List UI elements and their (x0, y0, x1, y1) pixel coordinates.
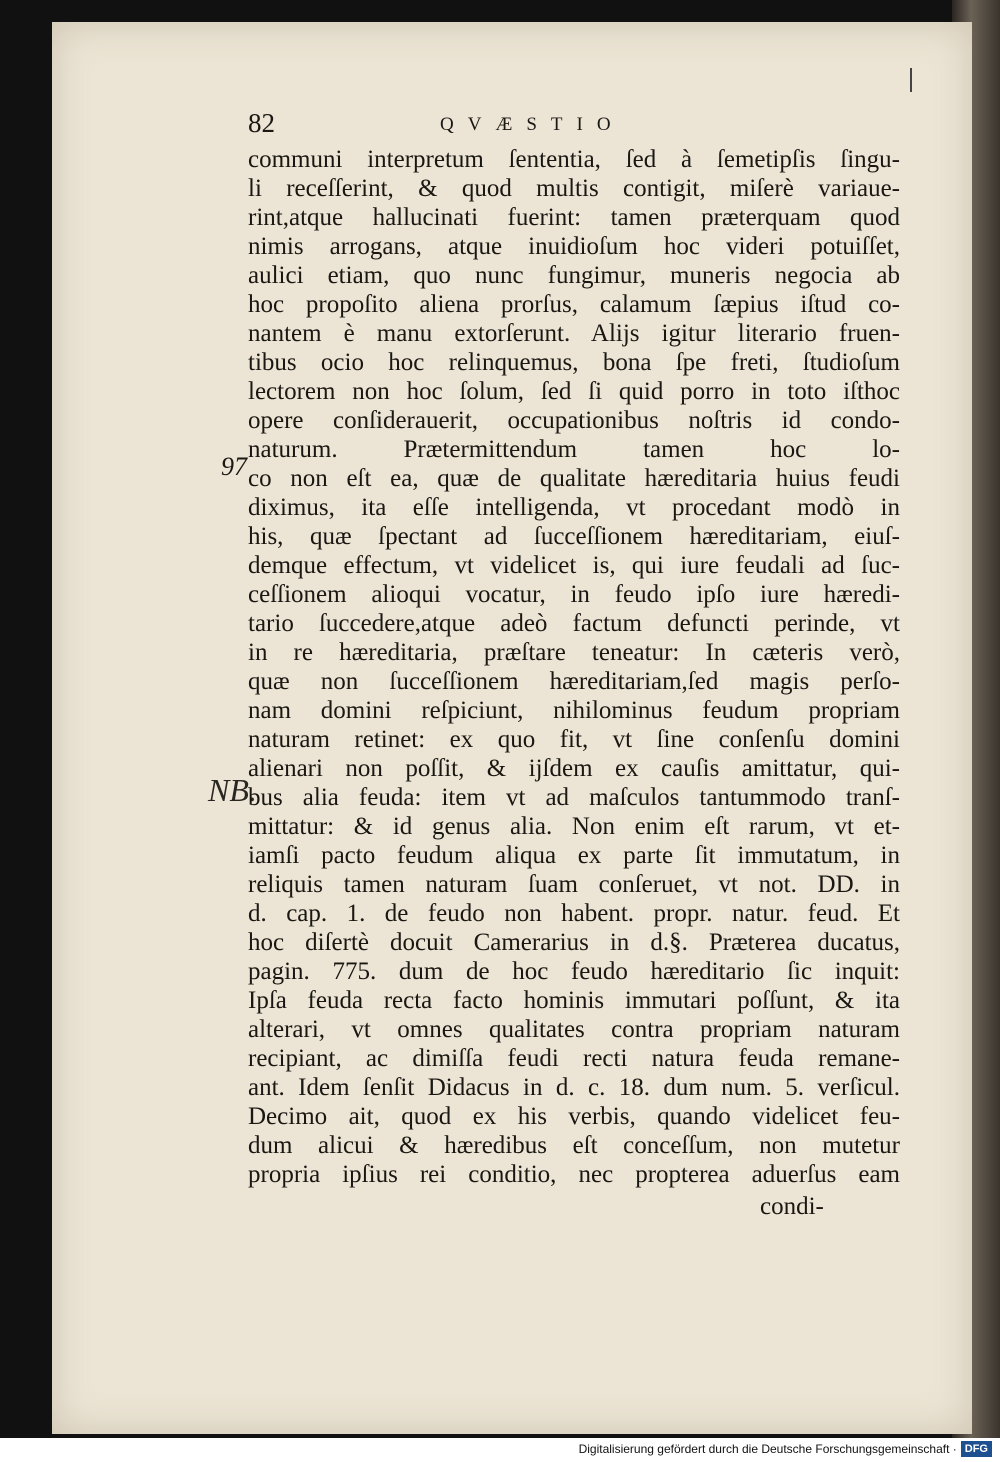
text-line: dum alicui & hæredibus eſt conceſſum, non mutetur (248, 1132, 900, 1159)
text-line: rint,atque hallucinati fuerint: tamen præterquam quod (248, 204, 900, 231)
text-line: iamſi pacto feudum aliqua ex parte ſit immutatum, in (248, 842, 900, 869)
text-line: demque effectum, vt videlicet is, qui iure feudali ad ſuc- (248, 552, 900, 579)
text-line: alterari, vt omnes qualitates contra propriam naturam (248, 1016, 900, 1043)
text-line: opere conſiderauerit, occupationibus noſtris id condo- (248, 407, 900, 434)
text-line: his, quæ ſpectant ad ſucceſſionem hæreditariam, eiuſ- (248, 523, 900, 550)
text-line: reliquis tamen naturam ſuam conſeruet, vt not. DD. in (248, 871, 900, 898)
text-line: propria ipſius rei conditio, nec propterea aduerſus eam (248, 1161, 900, 1188)
text-line: diximus, ita eſſe intelligenda, vt procedant modò in (248, 494, 900, 521)
page-header (248, 108, 868, 148)
text-line: ant. Idem ſenſit Didacus in d. c. 18. dum num. 5. verſicul. (248, 1074, 900, 1101)
text-line: tario ſuccedere,atque adeò factum defuncti perinde, vt (248, 610, 900, 637)
text-line: Ipſa feuda recta facto hominis immutari poſſunt, & ita (248, 987, 900, 1014)
text-line: d. cap. 1. de feudo non habent. propr. natur. feud. Et (248, 900, 900, 927)
dfg-logo-icon: DFG (961, 1441, 992, 1457)
footer-credit (579, 1441, 992, 1457)
text-line: recipiant, ac dimiſſa feudi recti natura feuda remane- (248, 1045, 900, 1072)
text-line: ceſſionem alioqui vocatur, in feudo ipſo iure hæredi- (248, 581, 900, 608)
footer-bar (0, 1438, 1000, 1462)
catchword: condi- (760, 1193, 824, 1220)
text-line: aulici etiam, quo nunc fungimur, muneris negocia ab (248, 262, 900, 289)
margin-number: 97 (221, 452, 247, 481)
text-line: quæ non ſucceſſionem hæreditariam,ſed magis perſo- (248, 668, 900, 695)
text-line: li receſſerint, & quod multis contigit, miſerè variaue- (248, 175, 900, 202)
text-line: communi interpretum ſententia, ſed à ſemetipſis ſingu- (248, 146, 900, 173)
text-line: Decimo ait, quod ex his verbis, quando videlicet feu- (248, 1103, 900, 1130)
body-text (248, 145, 900, 1189)
text-line: nimis arrogans, atque inuidioſum hoc videri potuiſſet, (248, 233, 900, 260)
text-line: lectorem non hoc ſolum, ſed ſi quid porro in toto iſthoc (248, 378, 900, 405)
text-line: naturam retinet: ex quo fit, vt ſine conſenſu domini (248, 726, 900, 753)
text-line: hoc diſertè docuit Camerarius in d.§. Præterea ducatus, (248, 929, 900, 956)
page-number: 82 (248, 108, 275, 138)
text-line: nam domini reſpiciunt, nihilominus feudum propriam (248, 697, 900, 724)
funding-credit-text: Digitalisierung gefördert durch die Deutsche Forschungsgemeinschaft · (578, 1442, 957, 1456)
text-line: naturum. Prætermittendum tamen hoc lo- (248, 436, 900, 463)
text-line: mittatur: & id genus alia. Non enim eſt rarum, vt et- (248, 813, 900, 840)
text-line: co non eſt ea, quæ de qualitate hæreditaria huius feudi (248, 465, 900, 492)
text-line: in re hæreditaria, præſtare teneatur: In cæteris verò, (248, 639, 900, 666)
text-line: pagin. 775. dum de hoc feudo hæreditario ſic inquit: (248, 958, 900, 985)
running-head: QVÆSTIO (440, 114, 625, 135)
text-line: tibus ocio hoc relinquemus, bona ſpe freti, ſtudioſum (248, 349, 900, 376)
text-line: alienari non poſſit, & ijſdem ex cauſis amittatur, qui- (248, 755, 900, 782)
text-line: nantem è manu extorſerunt. Alijs igitur literario fruen- (248, 320, 900, 347)
ink-mark (910, 68, 912, 92)
text-line: bus alia feuda: item vt ad maſculos tantummodo tranſ- (248, 784, 900, 811)
text-line: hoc propoſito aliena prorſus, calamum ſæpius iſtud co- (248, 291, 900, 318)
margin-note: NB. (208, 772, 257, 808)
